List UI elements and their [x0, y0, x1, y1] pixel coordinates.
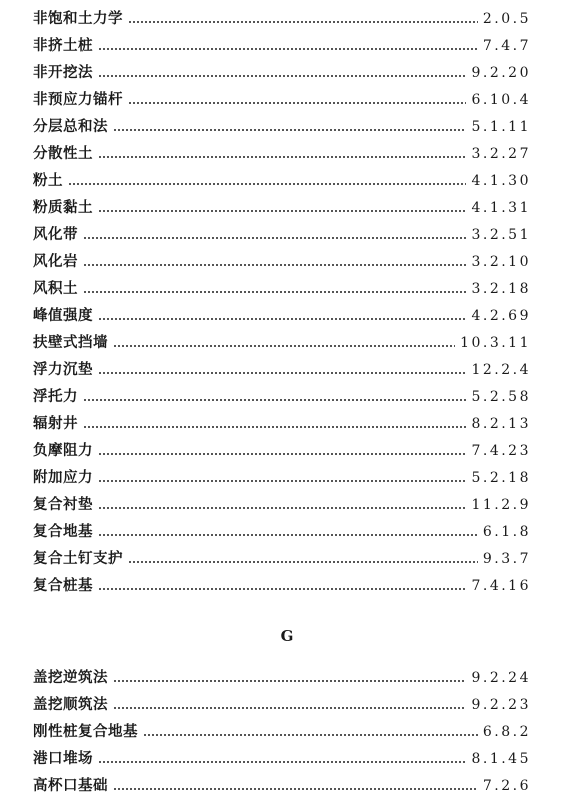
section-letter-heading: G: [280, 627, 294, 645]
entry-term: 浮托力: [33, 389, 78, 405]
entry-term: 盖挖顺筑法: [33, 697, 108, 713]
dot-leader: [98, 453, 466, 455]
entry-ref: 9.2.24: [471, 670, 531, 686]
entry-term: 峰值强度: [33, 308, 93, 324]
entry-term: 粉土: [33, 173, 63, 189]
entry-ref: 5.1.11: [471, 119, 531, 135]
dot-leader: [68, 183, 466, 185]
dot-leader: [83, 426, 466, 428]
entry-ref: 7.4.23: [471, 443, 531, 459]
index-entry: [33, 249, 531, 276]
entry-term: 非预应力锚杆: [33, 92, 123, 108]
dot-leader: [98, 507, 466, 509]
entry-term: 辐射井: [33, 416, 78, 432]
index-entry: [33, 60, 531, 87]
entry-ref: 3.2.27: [471, 146, 531, 162]
dot-leader: [98, 480, 466, 482]
entry-term: 分层总和法: [33, 119, 108, 135]
dot-leader: [98, 210, 466, 212]
dot-leader: [113, 680, 466, 682]
entry-term: 扶壁式挡墙: [33, 335, 108, 351]
entry-ref: 9.2.20: [471, 65, 531, 81]
index-entry: [33, 33, 531, 60]
dot-leader: [98, 372, 466, 374]
entry-term: 分散性土: [33, 146, 93, 162]
entry-term: 负摩阻力: [33, 443, 93, 459]
index-entry: [33, 303, 531, 330]
entry-term: 复合桩基: [33, 578, 93, 594]
entry-ref: 9.3.7: [482, 551, 531, 567]
index-list-f: [33, 6, 531, 600]
index-entry: [33, 222, 531, 249]
entry-term: 复合地基: [33, 524, 93, 540]
entry-term: 复合衬垫: [33, 497, 93, 513]
index-entry: [33, 357, 531, 384]
entry-term: 刚性桩复合地基: [33, 724, 138, 740]
dot-leader: [98, 318, 466, 320]
entry-ref: 2.0.5: [482, 11, 531, 27]
dot-leader: [113, 345, 455, 347]
dot-leader: [98, 75, 466, 77]
entry-ref: 5.2.18: [471, 470, 531, 486]
index-entry: [33, 746, 531, 773]
entry-ref: 3.2.10: [471, 254, 531, 270]
dot-leader: [98, 156, 466, 158]
entry-ref: 4.2.69: [471, 308, 531, 324]
entry-term: 风化带: [33, 227, 78, 243]
index-entry: [33, 411, 531, 438]
index-entry: [33, 276, 531, 303]
entry-ref: 4.1.31: [471, 200, 531, 216]
entry-term: 风积土: [33, 281, 78, 297]
index-entry: [33, 573, 531, 600]
entry-ref: 6.10.4: [471, 92, 531, 108]
dot-leader: [143, 734, 478, 736]
index-entry: [33, 773, 531, 800]
index-entry: [33, 719, 531, 746]
index-entry: [33, 114, 531, 141]
entry-ref: 8.1.45: [471, 751, 531, 767]
entry-ref: 7.4.7: [482, 38, 531, 54]
entry-ref: 12.2.4: [471, 362, 531, 378]
dot-leader: [113, 788, 478, 790]
entry-term: 附加应力: [33, 470, 93, 486]
index-entry: [33, 465, 531, 492]
entry-term: 盖挖逆筑法: [33, 670, 108, 686]
entry-term: 风化岩: [33, 254, 78, 270]
dot-leader: [83, 264, 466, 266]
index-entry: [33, 141, 531, 168]
entry-ref: 10.3.11: [460, 335, 531, 351]
dot-leader: [98, 588, 466, 590]
entry-term: 粉质黏土: [33, 200, 93, 216]
index-entry: [33, 87, 531, 114]
index-entry: [33, 438, 531, 465]
index-entry: [33, 6, 531, 33]
dot-leader: [128, 102, 466, 104]
entry-term: 港口堆场: [33, 751, 93, 767]
entry-term: 复合土钉支护: [33, 551, 123, 567]
dot-leader: [98, 534, 478, 536]
dot-leader: [98, 48, 478, 50]
dot-leader: [128, 561, 478, 563]
dot-leader: [98, 761, 466, 763]
index-list-g: [33, 665, 531, 800]
dot-leader: [83, 291, 466, 293]
dot-leader: [113, 707, 466, 709]
entry-ref: 4.1.30: [471, 173, 531, 189]
entry-ref: 3.2.51: [471, 227, 531, 243]
index-entry: [33, 195, 531, 222]
entry-ref: 6.1.8: [482, 524, 531, 540]
entry-ref: 9.2.23: [471, 697, 531, 713]
entry-ref: 5.2.58: [471, 389, 531, 405]
index-entry: [33, 330, 531, 357]
entry-ref: 8.2.13: [471, 416, 531, 432]
entry-ref: 7.2.6: [482, 778, 531, 794]
entry-ref: 6.8.2: [482, 724, 531, 740]
index-entry: [33, 519, 531, 546]
dot-leader: [113, 129, 466, 131]
index-entry: [33, 546, 531, 573]
entry-ref: 7.4.16: [471, 578, 531, 594]
entry-term: 浮力沉垫: [33, 362, 93, 378]
entry-term: 非挤土桩: [33, 38, 93, 54]
entry-ref: 3.2.18: [471, 281, 531, 297]
dot-leader: [128, 21, 478, 23]
dot-leader: [83, 399, 466, 401]
entry-term: 非开挖法: [33, 65, 93, 81]
dot-leader: [83, 237, 466, 239]
index-entry: [33, 384, 531, 411]
index-entry: [33, 692, 531, 719]
index-entry: [33, 492, 531, 519]
entry-ref: 11.2.9: [471, 497, 531, 513]
entry-term: 高杯口基础: [33, 778, 108, 794]
entry-term: 非饱和土力学: [33, 11, 123, 27]
index-entry: [33, 168, 531, 195]
index-entry: [33, 665, 531, 692]
